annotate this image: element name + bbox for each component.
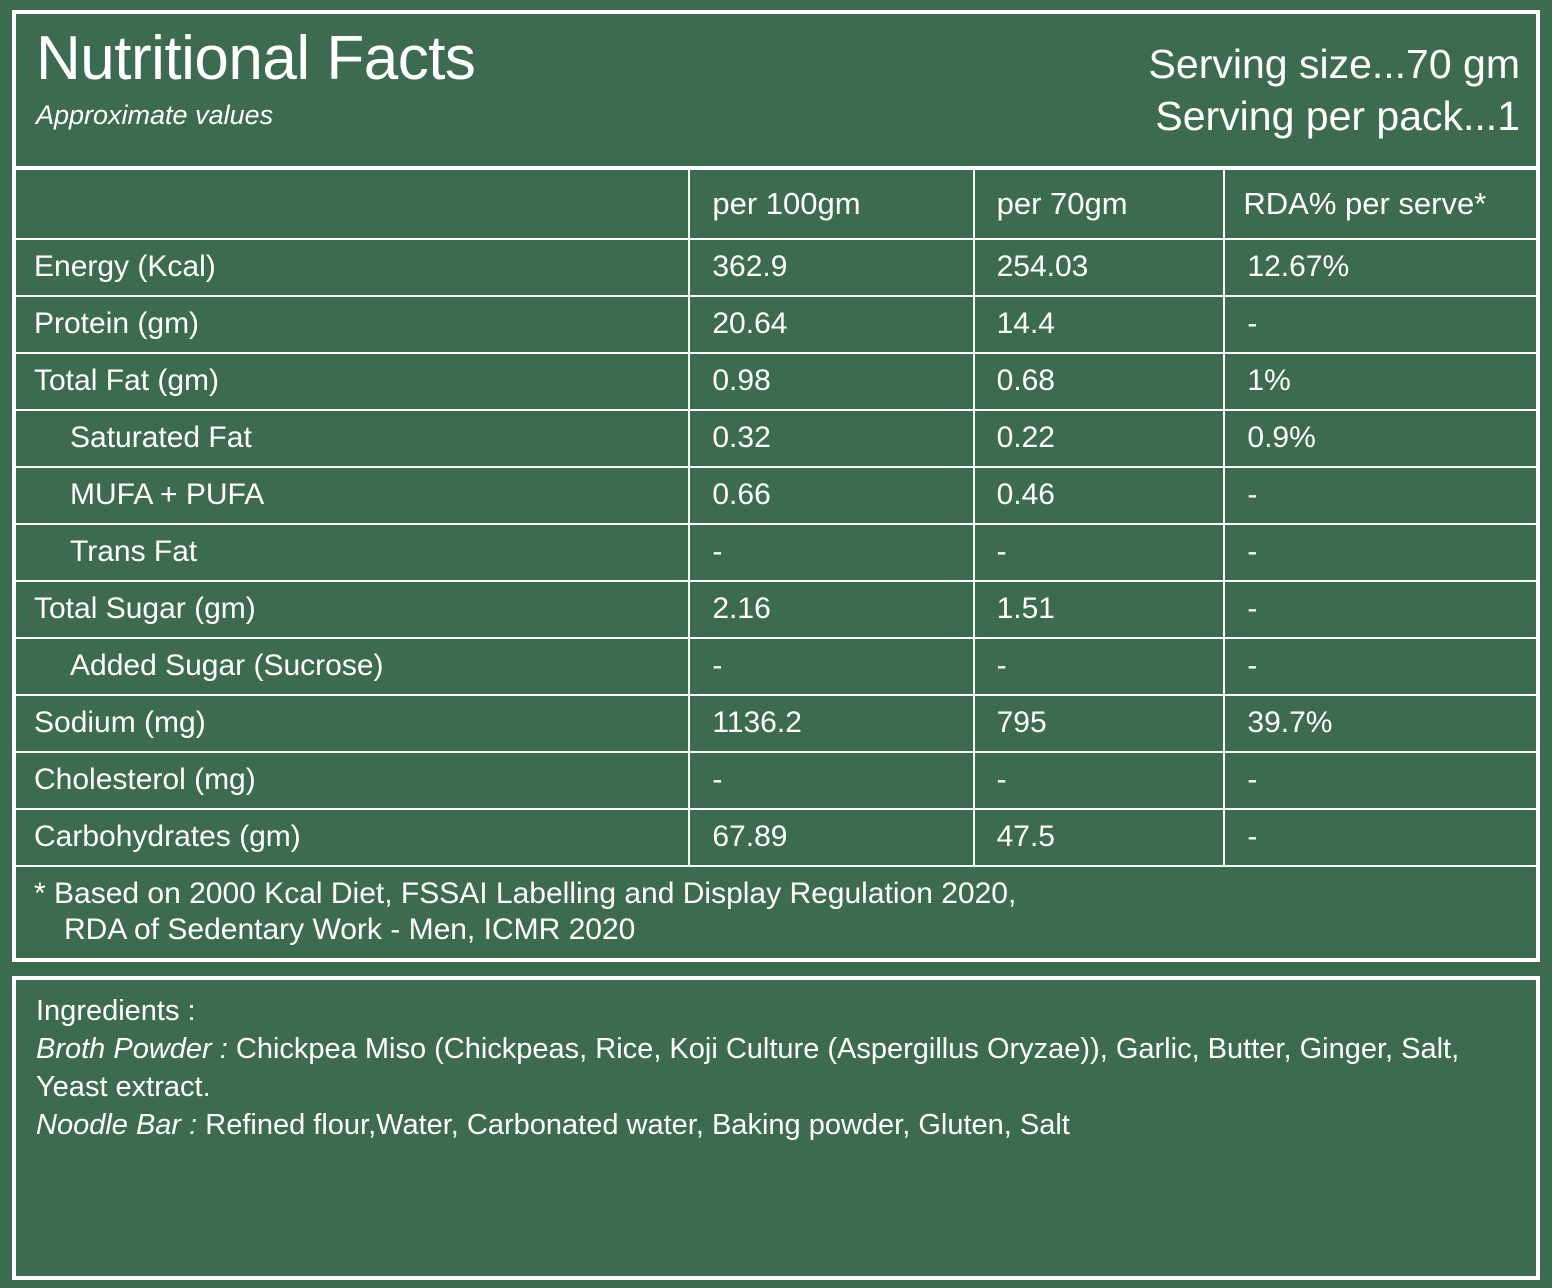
row-per100: 2.16	[689, 581, 973, 638]
row-per100: 0.66	[689, 467, 973, 524]
table-header-per100: per 100gm	[689, 170, 973, 239]
nutrition-table	[16, 170, 1536, 958]
footnote-cell	[16, 866, 1536, 958]
footnote-line-2: RDA of Sedentary Work - Men, ICMR 2020	[64, 913, 636, 946]
ingredients-noodle-text: Refined flour,Water, Carbonated water, Baking powder, Gluten, Salt	[197, 1109, 1070, 1141]
row-per70: 0.46	[974, 467, 1225, 524]
ingredients-noodle-line	[36, 1106, 1518, 1144]
table-header-row	[16, 170, 1536, 239]
footnote-row	[16, 866, 1536, 958]
table-row	[16, 467, 1536, 524]
table-row	[16, 524, 1536, 581]
row-per100: -	[689, 524, 973, 581]
row-label: Energy (Kcal)	[16, 239, 689, 296]
ingredients-heading: Ingredients :	[36, 995, 196, 1027]
table-row	[16, 296, 1536, 353]
table-row	[16, 752, 1536, 809]
table-row	[16, 353, 1536, 410]
ingredients-broth-label: Broth Powder :	[36, 1033, 228, 1065]
row-rda: -	[1224, 581, 1536, 638]
row-per70: 1.51	[974, 581, 1225, 638]
row-label: Carbohydrates (gm)	[16, 809, 689, 866]
ingredients-noodle-label: Noodle Bar :	[36, 1109, 198, 1141]
header-left	[36, 22, 475, 132]
row-per70: 254.03	[974, 239, 1225, 296]
row-per100: 67.89	[689, 809, 973, 866]
page-title: Nutritional Facts	[36, 24, 476, 93]
ingredients-broth-line	[36, 1030, 1518, 1106]
header-box	[12, 10, 1540, 170]
row-per70: 14.4	[974, 296, 1225, 353]
row-per100: -	[689, 752, 973, 809]
row-rda: -	[1224, 752, 1536, 809]
table-header-per70: per 70gm	[974, 170, 1225, 239]
row-per100: 20.64	[689, 296, 973, 353]
row-per100: 1136.2	[689, 695, 973, 752]
row-rda: 1%	[1224, 353, 1536, 410]
row-rda: 0.9%	[1224, 410, 1536, 467]
table-row	[16, 695, 1536, 752]
row-rda: -	[1224, 524, 1536, 581]
row-per70: -	[974, 638, 1225, 695]
table-row	[16, 410, 1536, 467]
page-subtitle: Approximate values	[36, 100, 274, 130]
row-label: Sodium (mg)	[16, 695, 689, 752]
serving-info	[1149, 22, 1520, 142]
table-row	[16, 581, 1536, 638]
ingredients-broth-text: Chickpea Miso (Chickpeas, Rice, Koji Culture (Aspergillus Oryzae)), Garlic, Butter, Ginger, Salt, Yeast extract.	[36, 1033, 1460, 1103]
ingredients-box	[12, 976, 1540, 1280]
table-header-rda: RDA% per serve*	[1224, 170, 1536, 239]
row-label: Saturated Fat	[16, 410, 689, 467]
row-label: Protein (gm)	[16, 296, 689, 353]
row-per70: 795	[974, 695, 1225, 752]
row-label: MUFA + PUFA	[16, 467, 689, 524]
table-row	[16, 809, 1536, 866]
table-row	[16, 638, 1536, 695]
row-rda: 39.7%	[1224, 695, 1536, 752]
row-per70: 0.22	[974, 410, 1225, 467]
table-header-blank	[16, 170, 689, 239]
row-label: Trans Fat	[16, 524, 689, 581]
row-per70: 0.68	[974, 353, 1225, 410]
row-per70: -	[974, 524, 1225, 581]
row-per70: 47.5	[974, 809, 1225, 866]
table-row	[16, 239, 1536, 296]
footnote-line-1: * Based on 2000 Kcal Diet, FSSAI Labelling and Display Regulation 2020,	[34, 877, 1017, 910]
row-per100: 0.98	[689, 353, 973, 410]
row-per70: -	[974, 752, 1225, 809]
serving-per-pack: Serving per pack...1	[1155, 93, 1520, 139]
row-label: Cholesterol (mg)	[16, 752, 689, 809]
row-rda: -	[1224, 809, 1536, 866]
nutrition-table-box	[12, 170, 1540, 962]
row-rda: 12.67%	[1224, 239, 1536, 296]
row-rda: -	[1224, 296, 1536, 353]
row-label: Total Fat (gm)	[16, 353, 689, 410]
row-rda: -	[1224, 638, 1536, 695]
row-per100: -	[689, 638, 973, 695]
row-rda: -	[1224, 467, 1536, 524]
row-per100: 362.9	[689, 239, 973, 296]
row-label: Added Sugar (Sucrose)	[16, 638, 689, 695]
row-label: Total Sugar (gm)	[16, 581, 689, 638]
serving-size: Serving size...70 gm	[1148, 41, 1520, 87]
row-per100: 0.32	[689, 410, 973, 467]
